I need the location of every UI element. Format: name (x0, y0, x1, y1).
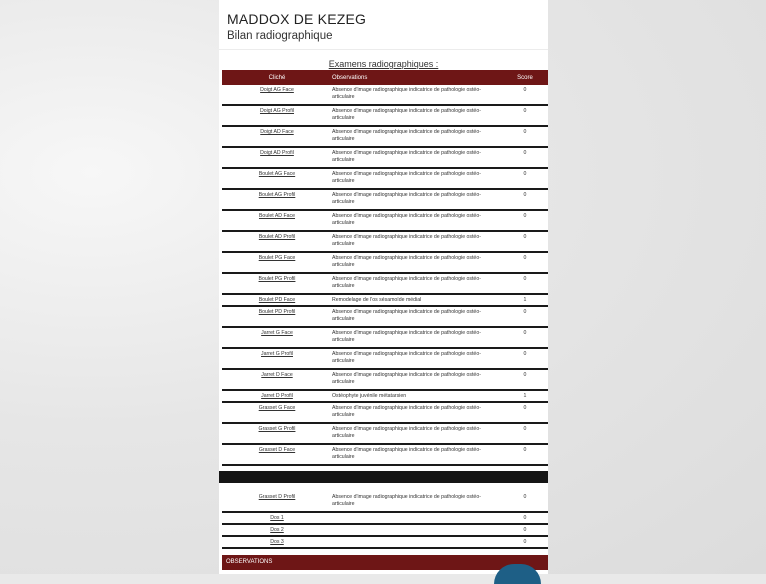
report-page (219, 0, 548, 574)
cliche-link[interactable]: Jarret D Profil (261, 393, 293, 399)
table-row (222, 306, 548, 327)
observation-cell: Absence d'image radiographique indicatrice de pathologie ostéo-articulaire (332, 168, 502, 189)
cliche-cell (222, 492, 332, 512)
observation-cell: Absence d'image radiographique indicatrice de pathologie ostéo-articulaire (332, 210, 502, 231)
score-cell: 0 (502, 189, 548, 210)
table-row (222, 105, 548, 126)
score-cell: 0 (502, 273, 548, 294)
score-cell: 0 (502, 85, 548, 105)
cliche-link[interactable]: Dos 3 (270, 539, 284, 545)
cliche-cell (222, 210, 332, 231)
cliche-link[interactable]: Doigt AD Profil (260, 150, 294, 156)
cliche-link[interactable]: Boulet PD Face (258, 297, 296, 303)
table-row (222, 524, 548, 536)
section-title: Examens radiographiques : (328, 59, 439, 69)
cliche-cell (222, 273, 332, 294)
cliche-link[interactable]: Boulet AG Face (258, 171, 296, 177)
score-cell: 0 (502, 306, 548, 327)
table-row (222, 231, 548, 252)
observation-cell: Absence d'image radiographique indicatrice de pathologie ostéo-articulaire (332, 348, 502, 369)
score-cell: 0 (502, 512, 548, 524)
observation-cell: Absence d'image radiographique indicatrice de pathologie ostéo-articulaire (332, 189, 502, 210)
observation-cell: Remodelage de l'os sésamoïde médial (332, 294, 502, 306)
table-row (222, 210, 548, 231)
radiograph-table (222, 70, 548, 466)
column-header-cliche: Cliché (222, 70, 332, 85)
cliche-cell (222, 252, 332, 273)
cliche-cell (222, 402, 332, 423)
table-row (222, 390, 548, 402)
cliche-cell (222, 390, 332, 402)
table-row (222, 512, 548, 524)
cliche-link[interactable]: Dos 2 (270, 527, 284, 533)
page-break-bar (219, 471, 548, 483)
cliche-cell (222, 168, 332, 189)
cliche-link[interactable]: Boulet AG Profil (258, 192, 296, 198)
cliche-cell (222, 524, 332, 536)
score-cell: 0 (502, 147, 548, 168)
score-cell: 0 (502, 126, 548, 147)
score-cell: 0 (502, 423, 548, 444)
cliche-cell (222, 126, 332, 147)
score-cell: 0 (502, 327, 548, 348)
cliche-cell (222, 147, 332, 168)
cliche-cell (222, 294, 332, 306)
column-header-score: Score (502, 70, 548, 85)
observation-cell (332, 524, 502, 536)
observation-cell: Absence d'image radiographique indicatrice de pathologie ostéo-articulaire (332, 327, 502, 348)
table-row (222, 536, 548, 548)
column-header-observations: Observations (332, 70, 502, 85)
cliche-cell (222, 444, 332, 465)
score-cell: 0 (502, 402, 548, 423)
observation-cell: Absence d'image radiographique indicatrice de pathologie ostéo-articulaire (332, 306, 502, 327)
cliche-link[interactable]: Boulet AD Profil (258, 234, 296, 240)
score-cell: 0 (502, 369, 548, 390)
observation-cell (332, 512, 502, 524)
cliche-cell (222, 327, 332, 348)
cliche-link[interactable]: Boulet PG Profil (258, 276, 296, 282)
table-body-continued (222, 492, 548, 548)
cliche-link[interactable]: Dos 1 (270, 515, 284, 521)
table-row (222, 492, 548, 512)
cliche-link[interactable]: Boulet AD Face (258, 213, 296, 219)
report-subtitle: Bilan radiographique (227, 30, 333, 42)
cliche-link[interactable]: Grasset G Face (258, 405, 296, 411)
observation-cell: Absence d'image radiographique indicatrice de pathologie ostéo-articulaire (332, 492, 502, 512)
observation-cell (332, 536, 502, 548)
observation-cell: Absence d'image radiographique indicatrice de pathologie ostéo-articulaire (332, 423, 502, 444)
table-row (222, 348, 548, 369)
score-cell: 0 (502, 252, 548, 273)
score-cell: 0 (502, 348, 548, 369)
observation-cell: Absence d'image radiographique indicatrice de pathologie ostéo-articulaire (332, 105, 502, 126)
observation-cell: Absence d'image radiographique indicatrice de pathologie ostéo-articulaire (332, 85, 502, 105)
radiograph-table-continued (219, 492, 548, 549)
cliche-cell (222, 512, 332, 524)
cliche-cell (222, 306, 332, 327)
table-row (222, 252, 548, 273)
score-cell: 0 (502, 444, 548, 465)
table-row (222, 189, 548, 210)
observation-cell: Absence d'image radiographique indicatrice de pathologie ostéo-articulaire (332, 444, 502, 465)
cliche-link[interactable]: Jarret G Profil (261, 351, 293, 357)
observation-cell: Absence d'image radiographique indicatrice de pathologie ostéo-articulaire (332, 252, 502, 273)
score-cell: 0 (502, 536, 548, 548)
cliche-link[interactable]: Doigt AD Face (260, 129, 294, 135)
cliche-link[interactable]: Jarret G Face (261, 330, 293, 336)
table-row (222, 327, 548, 348)
score-cell: 0 (502, 210, 548, 231)
cliche-cell (222, 231, 332, 252)
table-row (222, 369, 548, 390)
observations-header: OBSERVATIONS (222, 555, 548, 570)
score-cell: 0 (502, 231, 548, 252)
observation-cell: Absence d'image radiographique indicatrice de pathologie ostéo-articulaire (332, 273, 502, 294)
cliche-cell (222, 85, 332, 105)
score-cell: 0 (502, 168, 548, 189)
score-cell: 1 (502, 390, 548, 402)
observation-cell: Absence d'image radiographique indicatrice de pathologie ostéo-articulaire (332, 402, 502, 423)
table-row (222, 85, 548, 105)
cliche-link[interactable]: Doigt AG Profil (259, 108, 295, 114)
table-body (222, 85, 548, 465)
cliche-cell (222, 189, 332, 210)
cliche-cell (222, 536, 332, 548)
table-row (222, 273, 548, 294)
radiograph-table-part-2 (222, 492, 548, 549)
table-row (222, 147, 548, 168)
score-cell: 1 (502, 294, 548, 306)
observation-cell: Absence d'image radiographique indicatrice de pathologie ostéo-articulaire (332, 147, 502, 168)
score-cell: 0 (502, 524, 548, 536)
cliche-link[interactable]: Grasset G Profil (258, 426, 296, 432)
score-cell: 0 (502, 492, 548, 512)
cliche-link[interactable]: Grasset D Face (258, 447, 296, 453)
cliche-cell (222, 423, 332, 444)
cliche-link[interactable]: Boulet PG Face (258, 255, 296, 261)
observation-cell: Ostéophyte juvénile métatarsien (332, 390, 502, 402)
table-row (222, 126, 548, 147)
cliche-cell (222, 369, 332, 390)
cliche-cell (222, 105, 332, 126)
observation-cell: Absence d'image radiographique indicatrice de pathologie ostéo-articulaire (332, 369, 502, 390)
score-cell: 0 (502, 105, 548, 126)
horse-name: MADDOX DE KEZEG (227, 11, 367, 27)
cliche-link[interactable]: Boulet PD Profil (258, 309, 296, 315)
report-header (219, 0, 548, 50)
table-row (222, 168, 548, 189)
observation-cell: Absence d'image radiographique indicatrice de pathologie ostéo-articulaire (332, 126, 502, 147)
cliche-link[interactable]: Doigt AG Face (260, 87, 294, 93)
cliche-link[interactable]: Grasset D Profil (258, 494, 296, 500)
observation-cell: Absence d'image radiographique indicatrice de pathologie ostéo-articulaire (332, 231, 502, 252)
table-row (222, 294, 548, 306)
cliche-cell (222, 348, 332, 369)
table-row (222, 402, 548, 423)
table-row (222, 444, 548, 465)
table-header-row (222, 70, 548, 85)
cliche-link[interactable]: Jarret D Face (261, 372, 293, 378)
table-row (222, 423, 548, 444)
